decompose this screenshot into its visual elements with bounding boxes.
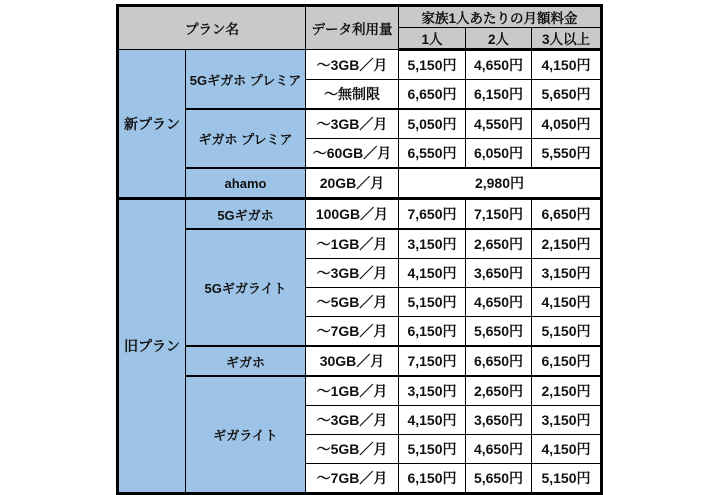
price-cell-1person: 5,150円 (399, 288, 466, 317)
price-cell-3person: 6,150円 (532, 346, 602, 376)
header-col-3person: 3人以上 (532, 28, 602, 50)
usage-cell: ～1GB／月 (306, 376, 399, 406)
price-cell-2person: 7,150円 (466, 199, 532, 230)
usage-cell: ～無制限 (306, 80, 399, 110)
table-header (118, 6, 602, 50)
price-cell-2person: 3,650円 (466, 259, 532, 288)
price-cell-3person: 5,550円 (532, 139, 602, 169)
price-cell-1person: 7,150円 (399, 346, 466, 376)
price-cell-all: 2,980円 (399, 168, 602, 199)
plan-cell-gigaho-premier: ギガホ プレミア (186, 109, 306, 168)
header-data-usage: データ利用量 (306, 6, 399, 50)
price-cell-2person: 6,650円 (466, 346, 532, 376)
usage-cell: 100GB／月 (306, 199, 399, 230)
plan-cell-5g-gigalight: 5Gギガライト (186, 229, 306, 346)
header-col-2person: 2人 (466, 28, 532, 50)
header-family-fee: 家族1人あたりの月額料金 (399, 6, 602, 28)
usage-cell: ～5GB／月 (306, 435, 399, 464)
price-cell-3person: 5,150円 (532, 464, 602, 494)
price-cell-3person: 5,150円 (532, 317, 602, 347)
plan-pricing-table (116, 4, 603, 495)
price-cell-1person: 3,150円 (399, 229, 466, 259)
price-cell-3person: 4,050円 (532, 109, 602, 139)
plan-cell-ahamo: ahamo (186, 168, 306, 199)
usage-cell: ～60GB／月 (306, 139, 399, 169)
table-row (118, 199, 602, 230)
price-cell-2person: 3,650円 (466, 406, 532, 435)
price-cell-2person: 6,150円 (466, 80, 532, 110)
price-cell-2person: 4,550円 (466, 109, 532, 139)
table-row (118, 109, 602, 139)
price-cell-2person: 2,650円 (466, 229, 532, 259)
price-cell-3person: 3,150円 (532, 259, 602, 288)
price-cell-3person: 4,150円 (532, 288, 602, 317)
group-cell-old-plan: 旧プラン (118, 199, 186, 494)
header-plan-name: プラン名 (118, 6, 306, 50)
price-cell-2person: 5,650円 (466, 464, 532, 494)
plan-cell-5g-gigaho: 5Gギガホ (186, 199, 306, 230)
price-cell-3person: 6,650円 (532, 199, 602, 230)
price-cell-2person: 4,650円 (466, 288, 532, 317)
price-cell-3person: 4,150円 (532, 50, 602, 80)
table-row (118, 229, 602, 259)
price-cell-1person: 4,150円 (399, 406, 466, 435)
plan-cell-gigalight: ギガライト (186, 376, 306, 494)
usage-cell: 30GB／月 (306, 346, 399, 376)
usage-cell: ～5GB／月 (306, 288, 399, 317)
table-row (118, 50, 602, 80)
price-cell-3person: 3,150円 (532, 406, 602, 435)
table-row (118, 346, 602, 376)
header-col-1person: 1人 (399, 28, 466, 50)
usage-cell: ～3GB／月 (306, 406, 399, 435)
price-cell-1person: 5,150円 (399, 435, 466, 464)
usage-cell: ～3GB／月 (306, 259, 399, 288)
price-cell-3person: 2,150円 (532, 229, 602, 259)
price-cell-1person: 5,150円 (399, 50, 466, 80)
usage-cell: ～7GB／月 (306, 317, 399, 347)
price-cell-1person: 7,650円 (399, 199, 466, 230)
price-cell-1person: 6,150円 (399, 317, 466, 347)
price-cell-2person: 4,650円 (466, 50, 532, 80)
usage-cell: ～1GB／月 (306, 229, 399, 259)
price-cell-1person: 6,150円 (399, 464, 466, 494)
price-cell-2person: 2,650円 (466, 376, 532, 406)
usage-cell: ～3GB／月 (306, 109, 399, 139)
price-cell-3person: 4,150円 (532, 435, 602, 464)
price-cell-1person: 6,550円 (399, 139, 466, 169)
plan-cell-5g-gigaho-premier: 5Gギガホ プレミア (186, 50, 306, 110)
price-cell-1person: 4,150円 (399, 259, 466, 288)
table-row (118, 376, 602, 406)
usage-cell: 20GB／月 (306, 168, 399, 199)
price-cell-1person: 6,650円 (399, 80, 466, 110)
price-cell-1person: 5,050円 (399, 109, 466, 139)
price-cell-2person: 6,050円 (466, 139, 532, 169)
usage-cell: ～7GB／月 (306, 464, 399, 494)
price-cell-3person: 2,150円 (532, 376, 602, 406)
price-cell-1person: 3,150円 (399, 376, 466, 406)
usage-cell: ～3GB／月 (306, 50, 399, 80)
group-cell-new-plan: 新プラン (118, 50, 186, 199)
price-cell-2person: 5,650円 (466, 317, 532, 347)
plan-cell-gigaho: ギガホ (186, 346, 306, 376)
price-cell-2person: 4,650円 (466, 435, 532, 464)
price-cell-3person: 5,650円 (532, 80, 602, 110)
table-row (118, 168, 602, 199)
